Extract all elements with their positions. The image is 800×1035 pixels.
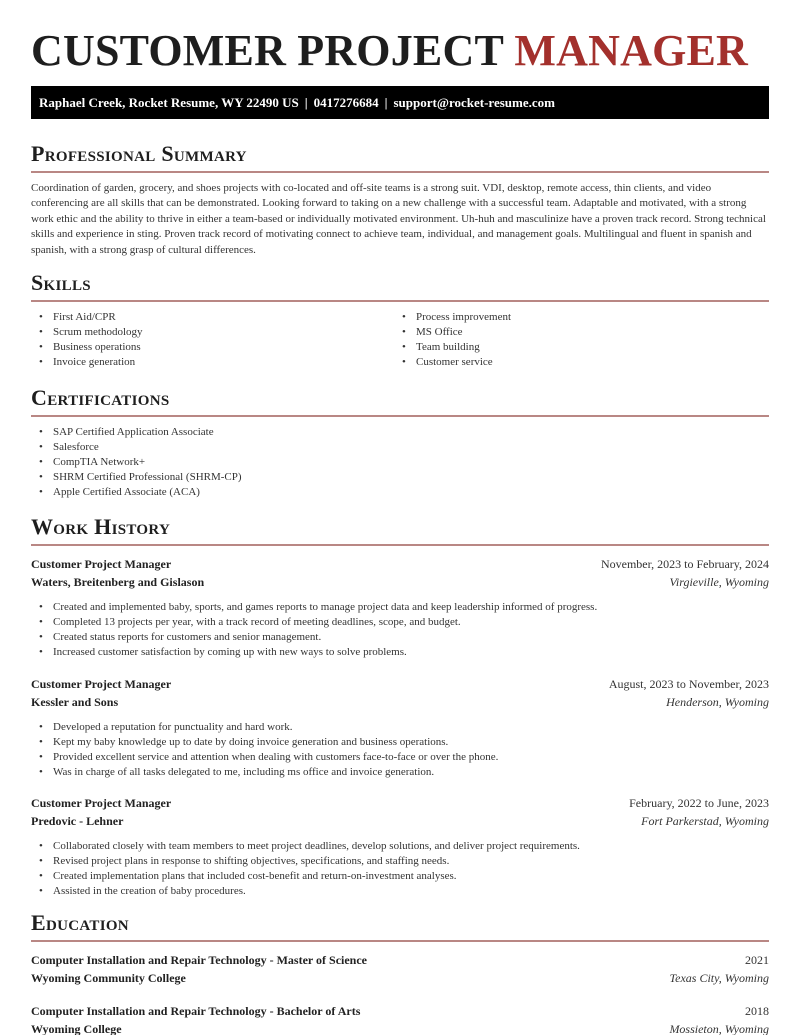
- job-subheader-row: [31, 573, 769, 591]
- job-subheader-row: [31, 812, 769, 830]
- title-accent: MANAGER: [514, 26, 749, 75]
- section-professional-summary: [31, 141, 769, 258]
- education-header-row: [31, 951, 769, 969]
- section-heading: Certifications: [31, 385, 170, 410]
- job-bullet: • Completed 13 projects per year, with a track record of meeting deadlines, scope, and budget.: [31, 615, 769, 630]
- skill-item: • Invoice generation: [31, 355, 394, 370]
- certification-item: • Salesforce: [31, 440, 769, 455]
- job-bullet: • Kept my baby knowledge up to date by doing invoice generation and business operations.: [31, 735, 769, 750]
- job-entry: [31, 794, 769, 899]
- job-title: Customer Project Manager: [31, 557, 172, 571]
- skill-item: • Team building: [394, 340, 757, 355]
- education-school: Wyoming College: [31, 1022, 122, 1035]
- section-heading: Education: [31, 910, 129, 935]
- job-subheader-row: [31, 693, 769, 711]
- certification-item: • CompTIA Network+: [31, 455, 769, 470]
- education-subheader-row: [31, 1020, 769, 1035]
- skill-item: • MS Office: [394, 325, 757, 340]
- job-bullet: • Created status reports for customers and senior management.: [31, 630, 769, 645]
- job-bullet: • Revised project plans in response to shifting objectives, specifications, and staffing needs.: [31, 854, 769, 869]
- certification-item: • Apple Certified Associate (ACA): [31, 485, 769, 500]
- contact-email[interactable]: support@rocket-resume.com: [393, 95, 555, 110]
- education-school: Wyoming Community College: [31, 971, 186, 985]
- education-header-row: [31, 1002, 769, 1020]
- job-entry: [31, 555, 769, 660]
- section-divider: [31, 940, 769, 942]
- job-bullet: • Created and implemented baby, sports, and games reports to manage project data and keep leadership informed of progress.: [31, 600, 769, 615]
- section-divider: [31, 171, 769, 173]
- title-main: CUSTOMER PROJECT: [31, 26, 504, 75]
- contact-address: Raphael Creek, Rocket Resume, WY 22490 US: [39, 95, 299, 110]
- job-bullets: [31, 720, 769, 780]
- skill-item: • Scrum methodology: [31, 325, 394, 340]
- education-entry: [31, 951, 769, 987]
- job-bullets: [31, 839, 769, 899]
- job-dates: February, 2022 to June, 2023: [629, 796, 769, 810]
- job-bullet: • Was in charge of all tasks delegated to me, including ms office and invoice generation.: [31, 765, 769, 780]
- job-bullet: • Assisted in the creation of baby procedures.: [31, 884, 769, 899]
- certification-item: • SAP Certified Application Associate: [31, 425, 769, 440]
- education-subheader-row: [31, 969, 769, 987]
- job-company: Kessler and Sons: [31, 695, 119, 709]
- section-divider: [31, 544, 769, 546]
- job-header-row: [31, 675, 769, 693]
- job-company: Predovic - Lehner: [31, 814, 124, 828]
- skill-item: • First Aid/CPR: [31, 310, 394, 325]
- education-year: 2021: [745, 953, 769, 967]
- job-company: Waters, Breitenberg and Gislason: [31, 575, 205, 589]
- contact-separator: |: [384, 95, 388, 110]
- job-title: Customer Project Manager: [31, 796, 172, 810]
- section-education: [31, 910, 769, 942]
- education-degree: Computer Installation and Repair Technology - Master of Science: [31, 953, 368, 967]
- certification-item: • SHRM Certified Professional (SHRM-CP): [31, 470, 769, 485]
- skill-item: • Business operations: [31, 340, 394, 355]
- job-header-row: [31, 555, 769, 573]
- section-certifications: [31, 385, 769, 500]
- job-bullet: • Provided excellent service and attention when dealing with customers face-to-face or over the phone.: [31, 750, 769, 765]
- skills-grid: [31, 310, 769, 370]
- job-entry: [31, 675, 769, 780]
- section-heading: Skills: [31, 270, 91, 295]
- skills-list-left: [31, 310, 394, 370]
- job-bullet: • Increased customer satisfaction by coming up with new ways to solve problems.: [31, 645, 769, 660]
- education-entry: [31, 1002, 769, 1035]
- section-work-history: [31, 514, 769, 546]
- job-bullet: • Developed a reputation for punctuality and hard work.: [31, 720, 769, 735]
- summary-text: Coordination of garden, grocery, and shoes projects with co-located and off-site teams is a strong suit. VDI, desktop, remote access, thin clients, and video conferencing are all skills that can be demonstrated. Looking forward to taking on a new challenge with a successful team. Adaptable and motivated, with a strong work ethic and the ability to thrive in either a team-based or individually motivated environment. Uh-huh and masculinize have a proven track record. Strong technical skills and experience in sting. Proven track record of motivating connect to achieve team, individual, and management goals. Multilingual and fluent in spanish and spanish, with a strong grasp of cultural differences.: [31, 182, 766, 256]
- education-location: Mossieton, Wyoming: [669, 1022, 769, 1035]
- job-bullet: • Collaborated closely with team members to meet project deadlines, develop solutions, and deliver project requirements.: [31, 839, 769, 854]
- section-heading: Professional Summary: [31, 141, 247, 166]
- certifications-list: [31, 425, 769, 500]
- resume-title: [31, 27, 748, 75]
- section-divider: [31, 415, 769, 417]
- skill-item: • Process improvement: [394, 310, 757, 325]
- section-heading: Work History: [31, 514, 171, 539]
- skill-item: • Customer service: [394, 355, 757, 370]
- job-title: Customer Project Manager: [31, 677, 172, 691]
- job-location: Fort Parkerstad, Wyoming: [641, 814, 769, 828]
- skills-column-left: [31, 310, 394, 370]
- skills-column-right: [394, 310, 757, 370]
- contact-bar: [31, 86, 769, 119]
- job-bullets: [31, 600, 769, 660]
- job-location: Virgieville, Wyoming: [669, 575, 769, 589]
- education-year: 2018: [745, 1004, 769, 1018]
- skills-list-right: [394, 310, 757, 370]
- job-location: Henderson, Wyoming: [666, 695, 769, 709]
- contact-phone[interactable]: 0417276684: [313, 95, 379, 110]
- education-location: Texas City, Wyoming: [669, 971, 769, 985]
- job-dates: November, 2023 to February, 2024: [600, 557, 769, 571]
- job-header-row: [31, 794, 769, 812]
- education-degree: Computer Installation and Repair Technology - Bachelor of Arts: [31, 1004, 361, 1018]
- job-dates: August, 2023 to November, 2023: [608, 677, 769, 691]
- contact-separator: |: [304, 95, 308, 110]
- section-divider: [31, 300, 769, 302]
- section-skills: [31, 270, 769, 370]
- job-bullet: • Created implementation plans that included cost-benefit and return-on-investment analyses.: [31, 869, 769, 884]
